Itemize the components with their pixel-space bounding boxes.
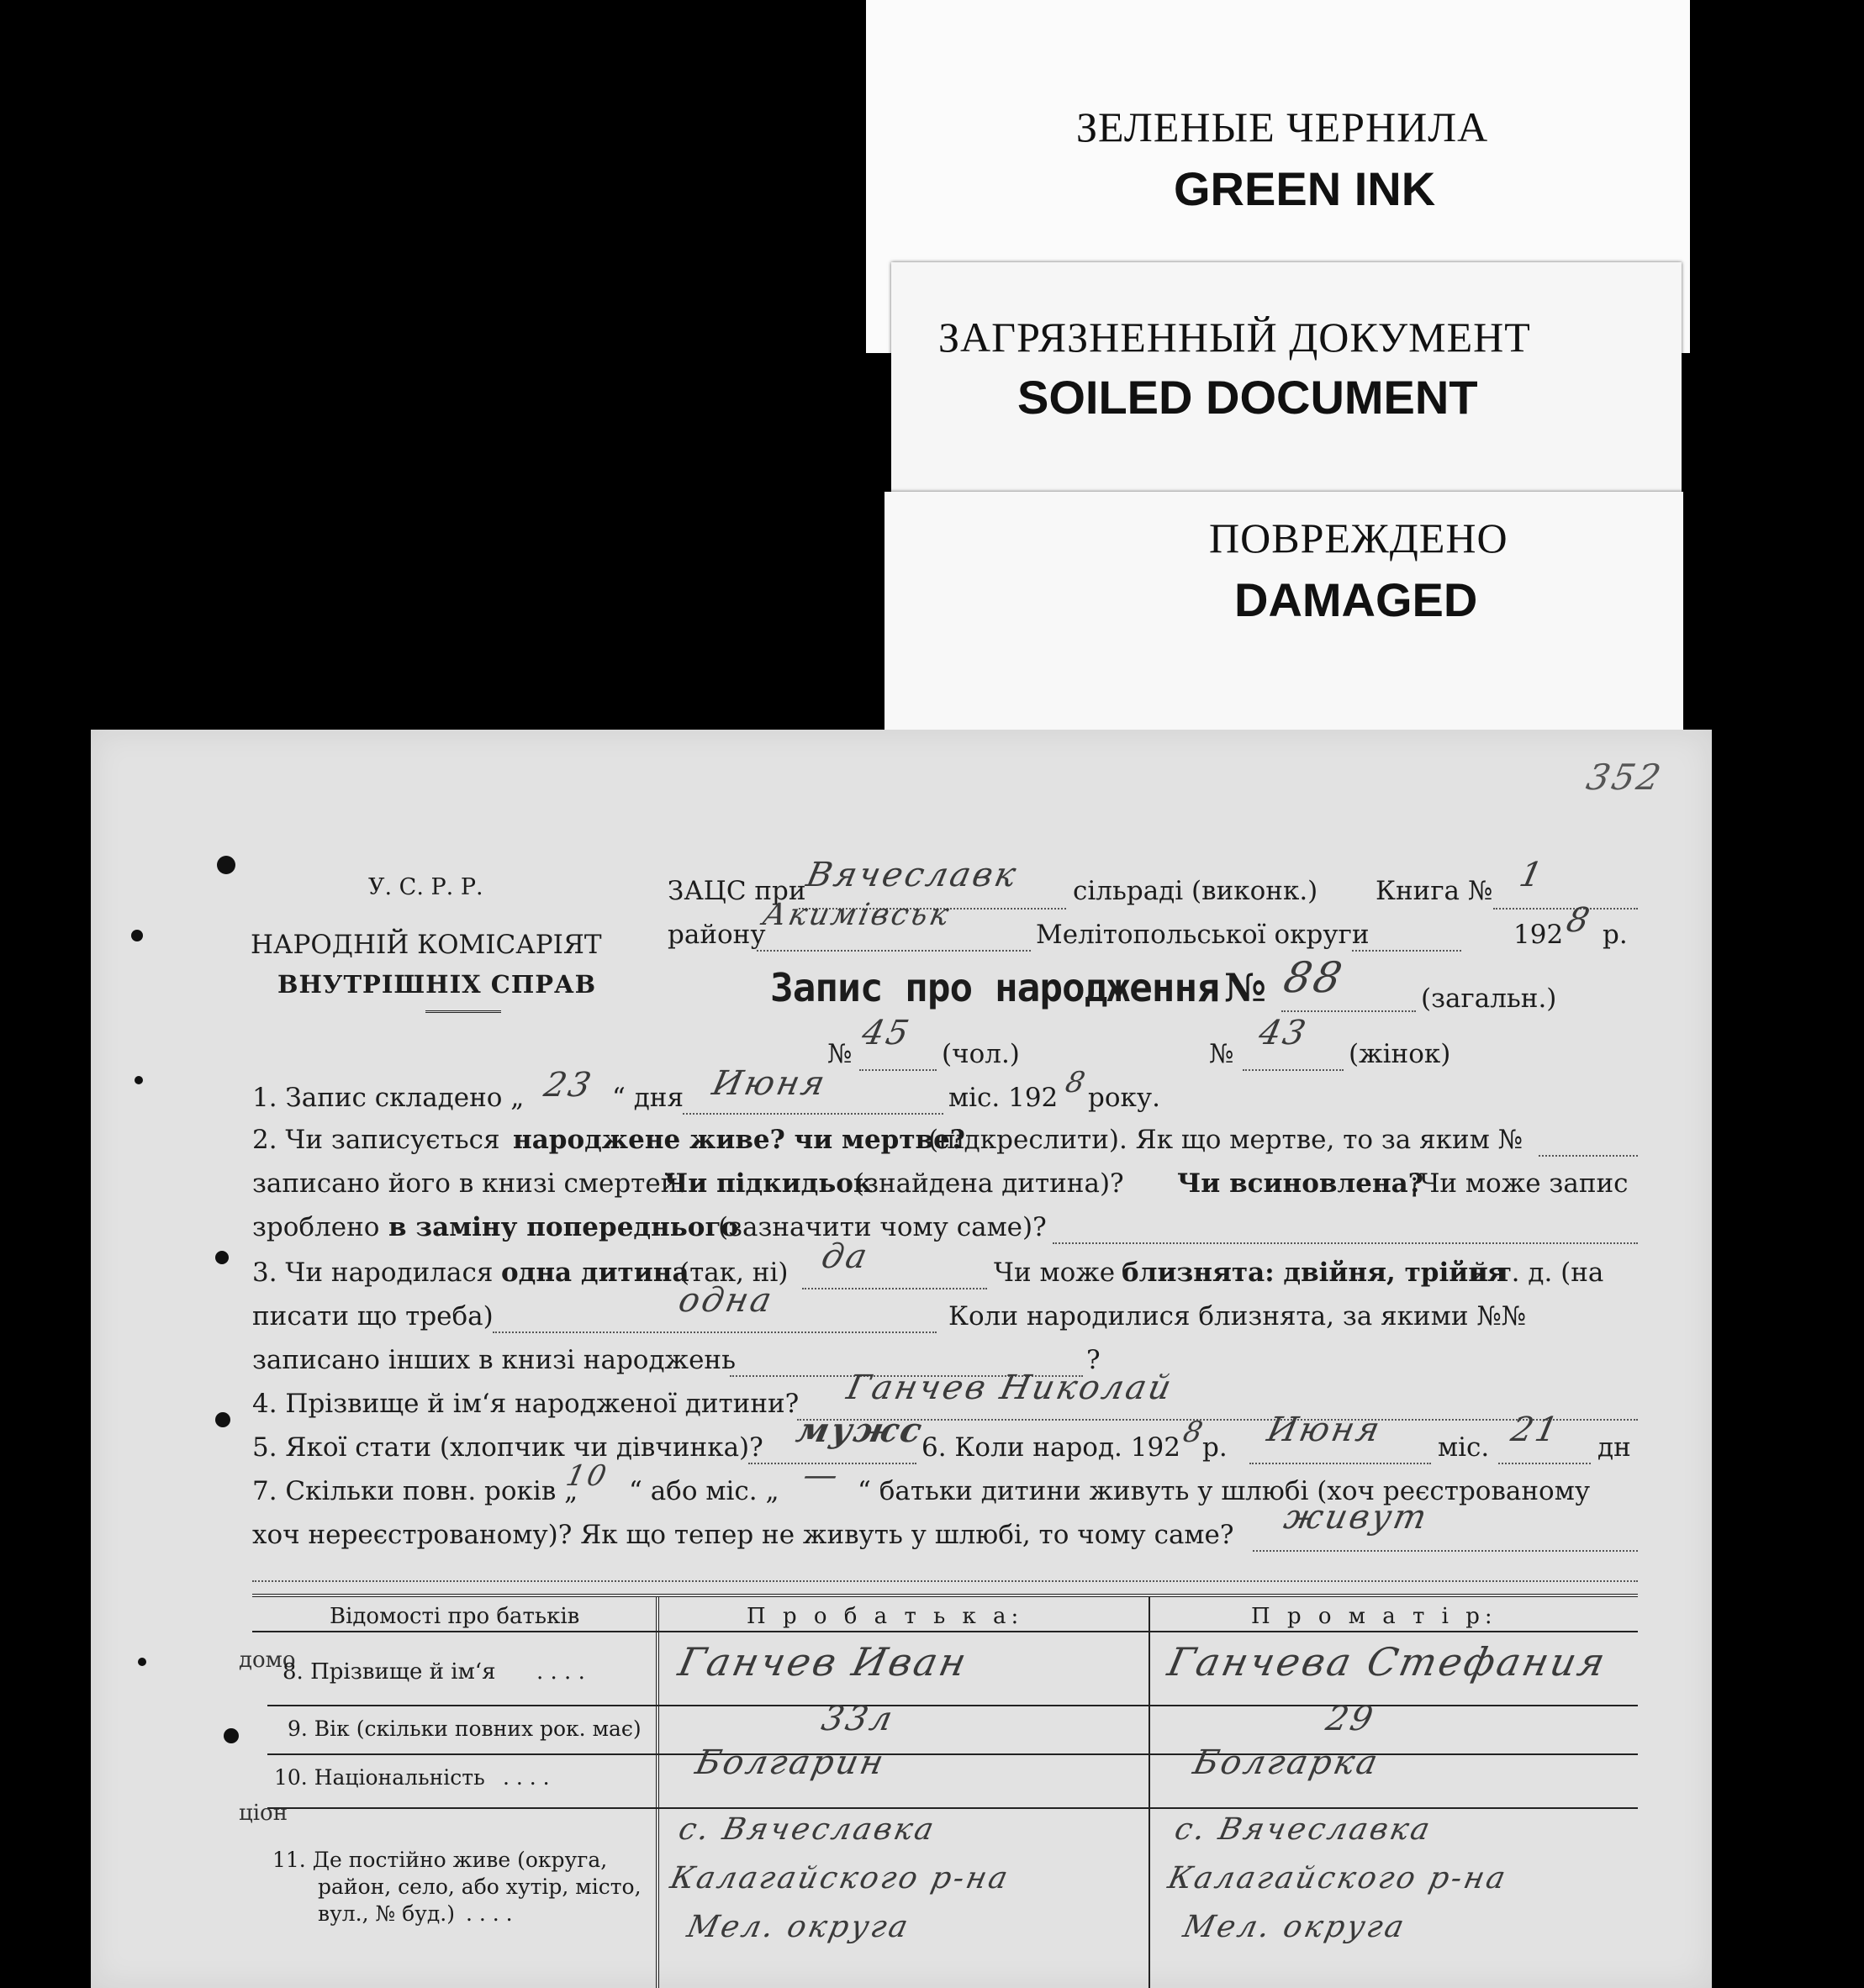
female-number-value: 43	[1255, 1014, 1312, 1052]
row-address-dots: . . . .	[466, 1901, 513, 1926]
row-nationality-dots: . . . .	[503, 1765, 550, 1790]
internal-affairs-header: ВНУТРІШНІХ СПРАВ	[277, 970, 597, 999]
q3-line2-line	[493, 1331, 937, 1333]
mother-name-value: Ганчева Стефания	[1164, 1639, 1612, 1685]
birth-record-form	[91, 730, 1712, 1988]
q7-line2-value: живут	[1281, 1498, 1433, 1537]
q1-day-value: 23	[541, 1066, 597, 1105]
q1-month-value: Июня	[709, 1064, 831, 1103]
q7-line2-line	[1253, 1550, 1638, 1552]
q2-line3-text: зроблено	[252, 1212, 380, 1242]
father-name-value: Ганчев Иван	[674, 1639, 973, 1685]
q6-year-suffix: р.	[1202, 1432, 1228, 1463]
punch-hole	[217, 856, 235, 874]
row-8-rule	[267, 1705, 1638, 1706]
male-number-sign: №	[827, 1039, 853, 1069]
q2-replacement-note: (зазначити чому саме)?	[718, 1212, 1047, 1242]
father-nationality-value: Болгарин	[692, 1743, 890, 1782]
binding-mark	[215, 1412, 230, 1427]
table-top-dotted	[252, 1580, 1638, 1582]
record-number-line	[1281, 1010, 1416, 1012]
row-nationality-label: 10. Національність	[274, 1765, 485, 1790]
soiled-label-ru: ЗАГРЯЗНЕННЫЙ ДОКУМЕНТ	[938, 314, 1531, 361]
district-label: району	[668, 920, 766, 950]
q6-label: 6. Коли народ. 192	[921, 1432, 1180, 1463]
child-name-value: Ганчев Николай	[843, 1368, 1177, 1407]
q3-single-child: одна дитина	[501, 1258, 689, 1288]
soiled-label-en: SOILED DOCUMENT	[1017, 371, 1478, 424]
father-address-line1: с. Вячеславка	[675, 1812, 939, 1847]
q1-year-label: міс. 192	[948, 1083, 1059, 1113]
green-ink-label-en: GREEN INK	[1174, 162, 1436, 215]
table-divider-1	[656, 1597, 659, 1988]
mother-age-value: 29	[1323, 1700, 1379, 1738]
q6-month-line	[1249, 1463, 1431, 1464]
q7-years-value: 10	[562, 1459, 612, 1493]
q2-line2-text: записано його в книзі смертей.	[252, 1168, 687, 1199]
father-address-line3: Мел. округа	[684, 1910, 914, 1944]
male-number-line	[859, 1069, 937, 1071]
q7-months-value: —	[800, 1456, 844, 1495]
village-council-label: сільраді (виконк.)	[1073, 876, 1318, 906]
male-label: (чол.)	[942, 1039, 1020, 1069]
row-address-label-2: район, село, або хутір, місто,	[318, 1875, 642, 1899]
row-10-rule	[267, 1807, 1638, 1809]
q7-marriage-question: “ батьки дитини живуть у шлюбі (хоч реєстрованому	[858, 1476, 1591, 1506]
q6-day-line	[1498, 1463, 1591, 1464]
table-top-rule	[252, 1594, 1638, 1597]
mother-address-line2: Калагайского р-на	[1164, 1861, 1511, 1896]
q3-twins-prefix: Чи може	[994, 1258, 1116, 1288]
q6-year-value: 8	[1180, 1416, 1208, 1449]
zags-label: ЗАЦС при	[668, 876, 806, 906]
district-value: Акимівськ	[759, 898, 954, 932]
q6-day-label: дн	[1597, 1432, 1631, 1463]
record-number-sign: №	[1224, 965, 1266, 1010]
margin-fragment: домо	[239, 1648, 296, 1673]
q2-replacement-question: ¡Чи може запис	[1409, 1168, 1629, 1199]
district-line	[757, 950, 1031, 952]
q3-twins-label: близнята: двійня, трійня	[1122, 1258, 1507, 1288]
col-mother-header: П р о м а т і р:	[1251, 1604, 1497, 1629]
binding-mark	[224, 1728, 239, 1743]
mother-nationality-value: Болгарка	[1190, 1743, 1384, 1782]
q7-line2-text: хоч нереєстрованому)? Як що тепер не живуть у шлюбі, то чому саме?	[252, 1520, 1234, 1550]
book-label: Книга №	[1376, 876, 1493, 906]
record-number-value: 88	[1279, 953, 1349, 1002]
q3-twins-numbers: Коли народилися близнята, за якими №№	[948, 1301, 1527, 1331]
q3-twins-suffix: й т. д. (на	[1471, 1258, 1604, 1288]
mother-address-line1: с. Вячеславка	[1171, 1812, 1435, 1847]
q1-year-suffix: року.	[1088, 1083, 1160, 1113]
page-number: 352	[1582, 757, 1667, 798]
q3-line2-value: одна	[675, 1281, 778, 1320]
q2-replacement-label: в заміну попереднього	[388, 1212, 739, 1242]
row-address-label-3: вул., № буд.)	[318, 1901, 455, 1926]
okrug-line	[1352, 950, 1461, 952]
q7-label: 7. Скільки повн. років „	[252, 1476, 578, 1506]
q6-month-label: міс.	[1438, 1432, 1490, 1463]
okrug-label: Мелітопольської округи	[1036, 920, 1370, 950]
row-name-dots: . . . .	[536, 1659, 585, 1685]
book-number-value: 1	[1516, 856, 1549, 894]
year-prefix: 192	[1513, 920, 1564, 950]
table-divider-2	[1148, 1597, 1150, 1988]
row-9-rule	[267, 1753, 1638, 1755]
year-suffix: р.	[1603, 920, 1628, 950]
book-line	[1493, 908, 1638, 910]
general-label: (загальн.)	[1421, 983, 1557, 1014]
father-address-line2: Калагайского р-на	[667, 1861, 1013, 1896]
q3-yes-no: (так, ні)	[679, 1258, 789, 1288]
col-parents-header: Відомості про батьків	[330, 1604, 580, 1629]
q7-months-label: “ або міс. „	[629, 1476, 779, 1506]
row-address-label-1: 11. Де постійно живе (округа,	[272, 1848, 608, 1872]
q3-answer-value: да	[818, 1237, 874, 1276]
binding-mark	[135, 1076, 143, 1084]
father-age-value: 33л	[818, 1700, 899, 1738]
q5-label: 5. Якої стати (хлопчик чи дівчинка)?	[252, 1432, 763, 1463]
q2-foundling-label: Чи підкидьок	[664, 1168, 873, 1199]
binding-mark	[215, 1251, 229, 1264]
q1-month-line	[683, 1113, 943, 1115]
q2-death-question: (підкреслити). Як що мертве, то за яким №	[928, 1125, 1523, 1155]
damaged-label-ru: ПОВРЕЖДЕНО	[1209, 514, 1508, 562]
q1-day-label: “ дня	[612, 1083, 684, 1113]
q6-month-value: Июня	[1264, 1411, 1386, 1449]
q2-replacement-line	[1053, 1242, 1638, 1244]
q1-year-value: 8	[1062, 1066, 1090, 1099]
q3-label: 3. Чи народилася	[252, 1258, 494, 1288]
record-title: Запис про народження	[770, 965, 1219, 1010]
col-father-header: П р о б а т ь к а:	[747, 1604, 1024, 1629]
q3-line3-mark: ?	[1086, 1345, 1101, 1375]
female-number-sign: №	[1209, 1039, 1234, 1069]
usrr-header: У. С. Р. Р.	[368, 874, 483, 900]
q2-options: народжене живе? чи мертве?	[513, 1125, 965, 1155]
binding-mark	[138, 1658, 146, 1666]
year-digit-value: 8	[1563, 901, 1596, 940]
commissariat-header: НАРОДНІЙ КОМІСАРІЯТ	[251, 930, 602, 960]
child-sex-value: мужс	[793, 1411, 928, 1450]
soiled-document-label	[891, 262, 1682, 514]
header-underline	[425, 1010, 501, 1013]
mother-address-line3: Мел. округа	[1180, 1910, 1410, 1944]
q3-line3-text: записано інших в книзі народжень	[252, 1345, 736, 1375]
damaged-label-en: DAMAGED	[1234, 573, 1478, 626]
q2-death-line	[1539, 1155, 1638, 1157]
margin-fragment: ціон	[239, 1801, 288, 1826]
damaged-label	[884, 492, 1683, 732]
q1-label: 1. Запис складено „	[252, 1083, 525, 1113]
q2-adopted-label: Чи всиновлена?	[1177, 1168, 1423, 1199]
binding-mark	[131, 930, 143, 941]
q3-answer-line	[802, 1288, 987, 1289]
q6-day-value: 21	[1508, 1411, 1564, 1449]
female-number-line	[1243, 1069, 1344, 1071]
table-header-rule	[252, 1631, 1638, 1632]
q3-line2-text: писати що треба)	[252, 1301, 494, 1331]
female-label: (жінок)	[1349, 1039, 1451, 1069]
q2-foundling-note: (знайдена дитина)?	[854, 1168, 1124, 1199]
q2-label: 2. Чи записується	[252, 1125, 500, 1155]
row-age-label: 9. Вік (скільки повних рок. має)	[288, 1716, 642, 1741]
row-name-label: 8. Прізвище й ім‘я	[283, 1659, 496, 1685]
zags-village-value: Вячеславк	[803, 856, 1022, 894]
male-number-value: 45	[858, 1014, 915, 1052]
q4-label: 4. Прізвище й ім‘я народженої дитини?	[252, 1389, 800, 1419]
green-ink-label-ru: ЗЕЛЕНЫЕ ЧЕРНИЛА	[1076, 103, 1489, 150]
